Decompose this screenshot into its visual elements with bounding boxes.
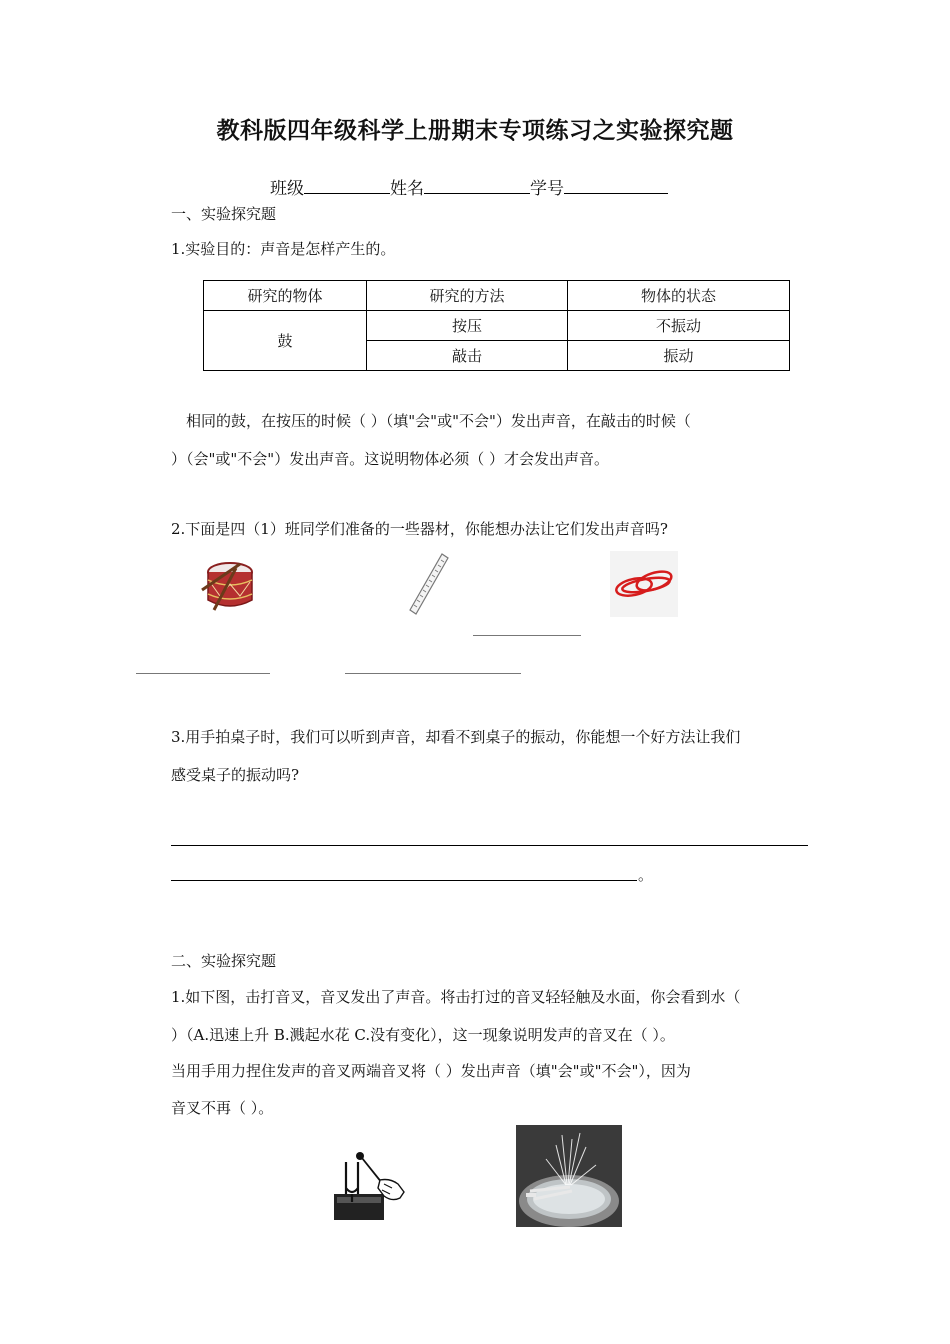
table-object-cell: 鼓 [204, 311, 367, 371]
rubber-band-image [610, 551, 678, 617]
q1-prompt: 1.实验目的：声音是怎样产生的。 [171, 240, 396, 258]
table-header: 研究的方法 [367, 281, 568, 311]
table-cell: 不振动 [568, 311, 790, 341]
table-header: 研究的物体 [204, 281, 367, 311]
table-header: 物体的状态 [568, 281, 790, 311]
table-cell: 按压 [367, 311, 568, 341]
student-info-line [270, 174, 668, 199]
answer-line[interactable] [136, 673, 270, 674]
answer-line[interactable] [171, 845, 808, 846]
q3-end-mark: 。 [638, 866, 654, 884]
page-title: 教科版四年级科学上册期末专项练习之实验探究题 [216, 118, 734, 144]
table-cell: 振动 [568, 341, 790, 371]
tuning-fork-water-photo [516, 1125, 622, 1227]
s2-q1-line-3: 当用手用力捏住发声的音叉两端音叉将（ ）发出声音（填"会"或"不会"），因为 [171, 1062, 691, 1080]
q1-fill-line-1: 相同的鼓，在按压的时候（ ）（填"会"或"不会"）发出声音，在敲击的时候（ [186, 412, 691, 430]
q2-prompt: 2.下面是四（1）班同学们准备的一些器材，你能想办法让它们发出声音吗? [171, 520, 668, 538]
class-label: 班级 [270, 179, 304, 199]
name-label: 姓名 [390, 179, 424, 199]
class-blank[interactable] [304, 175, 390, 194]
ruler-image [404, 550, 452, 618]
section2-heading: 二、实验探究题 [171, 952, 277, 970]
drum-image [196, 550, 266, 618]
s2-q1-line-1: 1.如下图，击打音叉，音叉发出了声音。将击打过的音叉轻轻触及水面，你会看到水（ [171, 988, 741, 1006]
section1-heading: 一、实验探究题 [171, 205, 277, 223]
s2-q1-line-4: 音叉不再（ ）。 [171, 1099, 274, 1117]
q3-line-2: 感受桌子的振动吗? [171, 766, 300, 784]
name-blank[interactable] [424, 175, 530, 194]
answer-line[interactable] [345, 673, 521, 674]
number-label: 学号 [530, 179, 564, 199]
experiment-table [203, 280, 790, 371]
number-blank[interactable] [564, 175, 668, 194]
table-cell: 敲击 [367, 341, 568, 371]
q1-fill-line-2: ）（会"或"不会"）发出声音。这说明物体必须（ ）才会发出声音。 [171, 450, 609, 468]
tuning-fork-sketch [328, 1118, 408, 1226]
answer-line[interactable] [473, 635, 581, 636]
s2-q1-line-2: ）（A.迅速上升 B.溅起水花 C.没有变化），这一现象说明发声的音叉在（ ）。 [171, 1026, 675, 1044]
answer-line[interactable] [171, 880, 637, 881]
q3-line-1: 3.用手拍桌子时，我们可以听到声音，却看不到桌子的振动，你能想一个好方法让我们 [171, 728, 741, 746]
